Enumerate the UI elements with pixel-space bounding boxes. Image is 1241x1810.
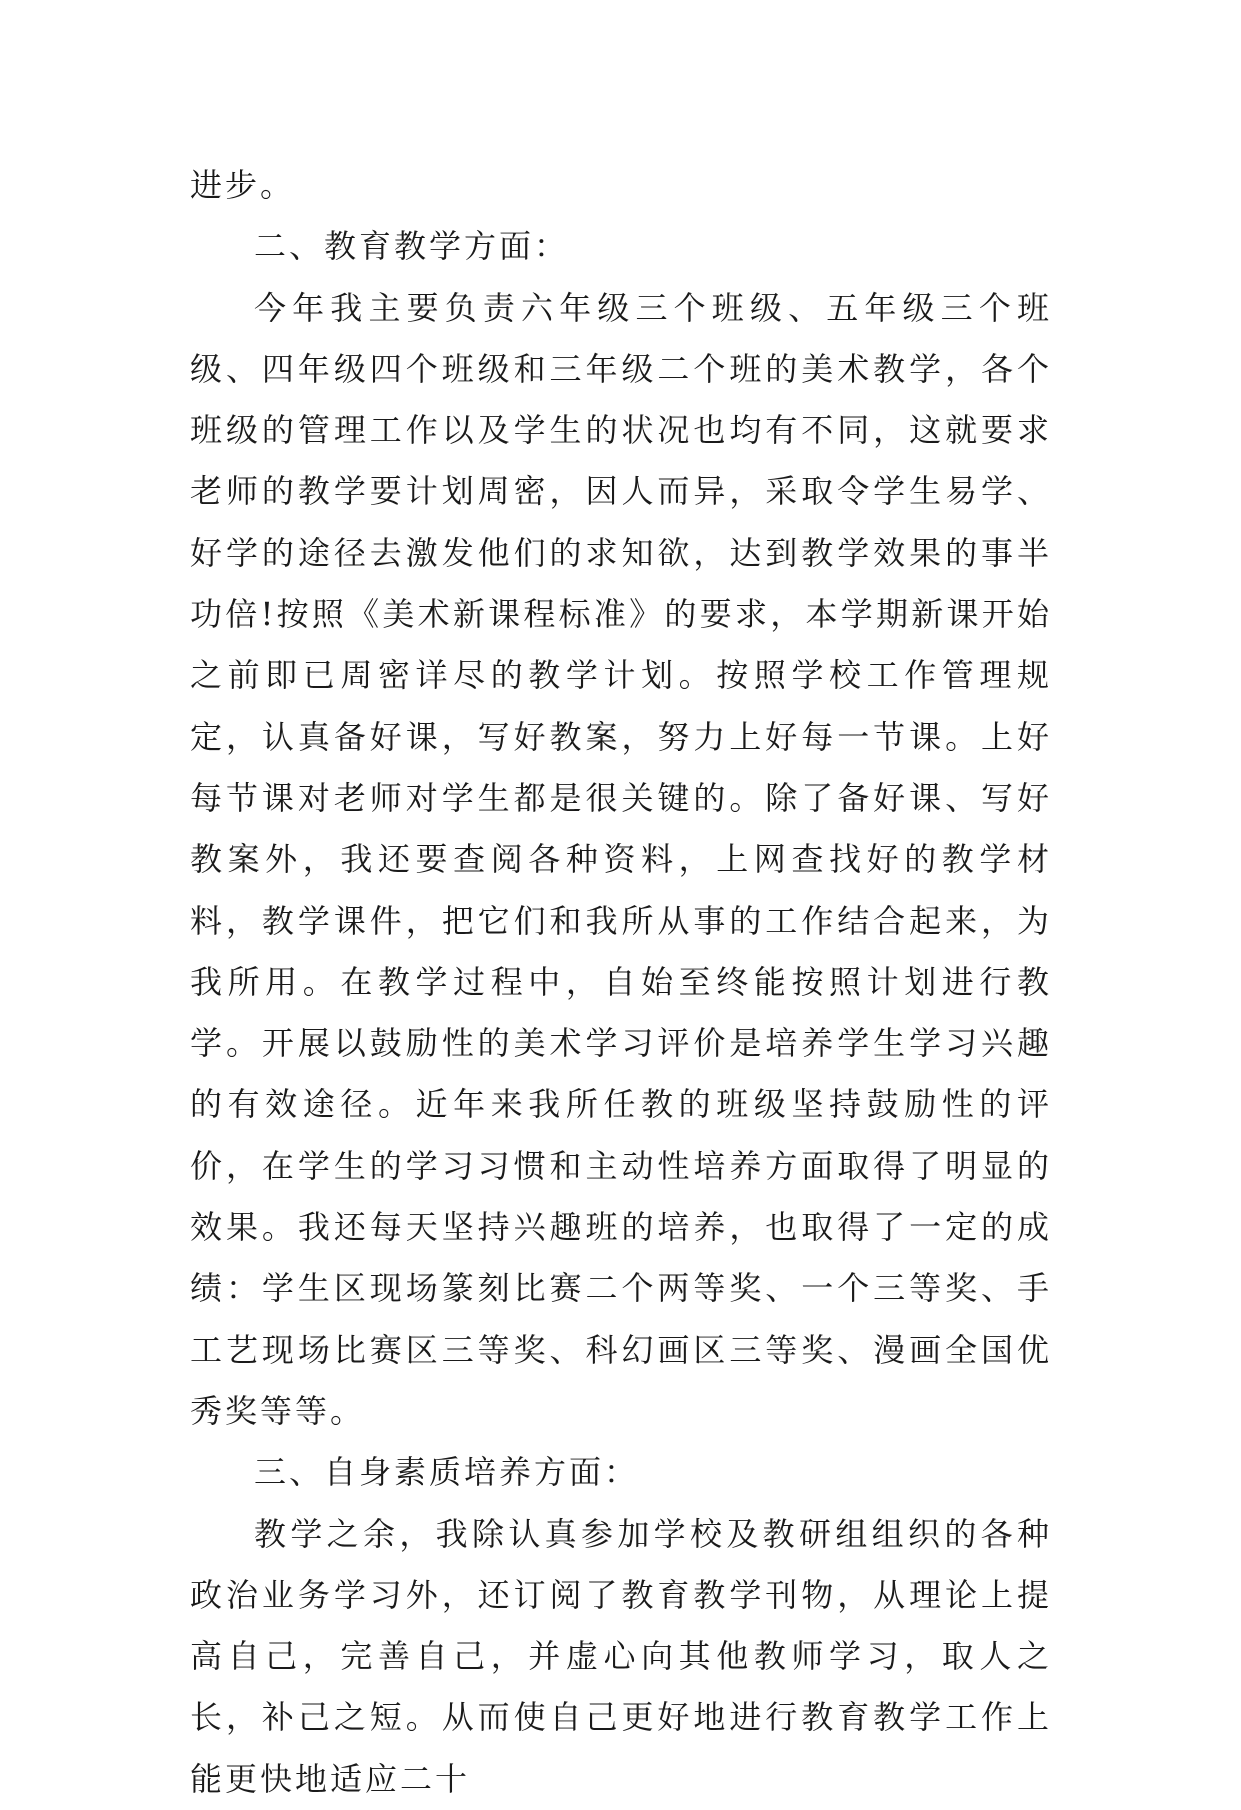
paragraph-teaching: 今年我主要负责六年级三个班级、五年级三个班级、四年级四个班级和三年级二个班的美术教学，各个班级的管理工作以及学生的状况也均有不同，这就要求老师的教学要计划周密，因人而异，采取令学生易学、好学的途径去激发他们的求知欲，达到教学效果的事半功倍!按照《美术新课程标准》的要求，本学期新课开始之前即已周密详尽的教学计划。按照学校工作管理规定，认真备好课，写好教案，努力上好每一节课。上好每节课对老师对学生都是很关键的。除了备好课、写好教案外，我还要查阅各种资料，上网查找好的教学材料，教学课件，把它们和我所从事的工作结合起来，为我所用。在教学过程中，自始至终能按照计划进行教学。开展以鼓励性的美术学习评价是培养学生学习兴趣的有效途径。近年来我所任教的班级坚持鼓励性的评价，在学生的学习习惯和主动性培养方面取得了明显的效果。我还每天坚持兴趣班的培养，也取得了一定的成绩：学生区现场篆刻比赛二个两等奖、一个三等奖、手工艺现场比赛区三等奖、科幻画区三等奖、漫画全国优秀奖等等。 bbox=[190, 288, 1052, 1430]
section-heading-teaching: 二、教育教学方面： bbox=[254, 227, 570, 266]
paragraph-self-improvement: 教学之余，我除认真参加学校及教研组组织的各种政治业务学习外，还订阅了教育教学刊物，从理论上提高自己，完善自己，并虚心向其他教师学习，取人之长，补己之短。从而使自己更好地进行教育教学工作上能更快地适应二十 bbox=[190, 1514, 1052, 1798]
document-body bbox=[190, 155, 1052, 1810]
section-heading-self-quality: 三、自身素质培养方面： bbox=[254, 1453, 640, 1492]
paragraph-progress-end: 进步。 bbox=[190, 166, 296, 204]
